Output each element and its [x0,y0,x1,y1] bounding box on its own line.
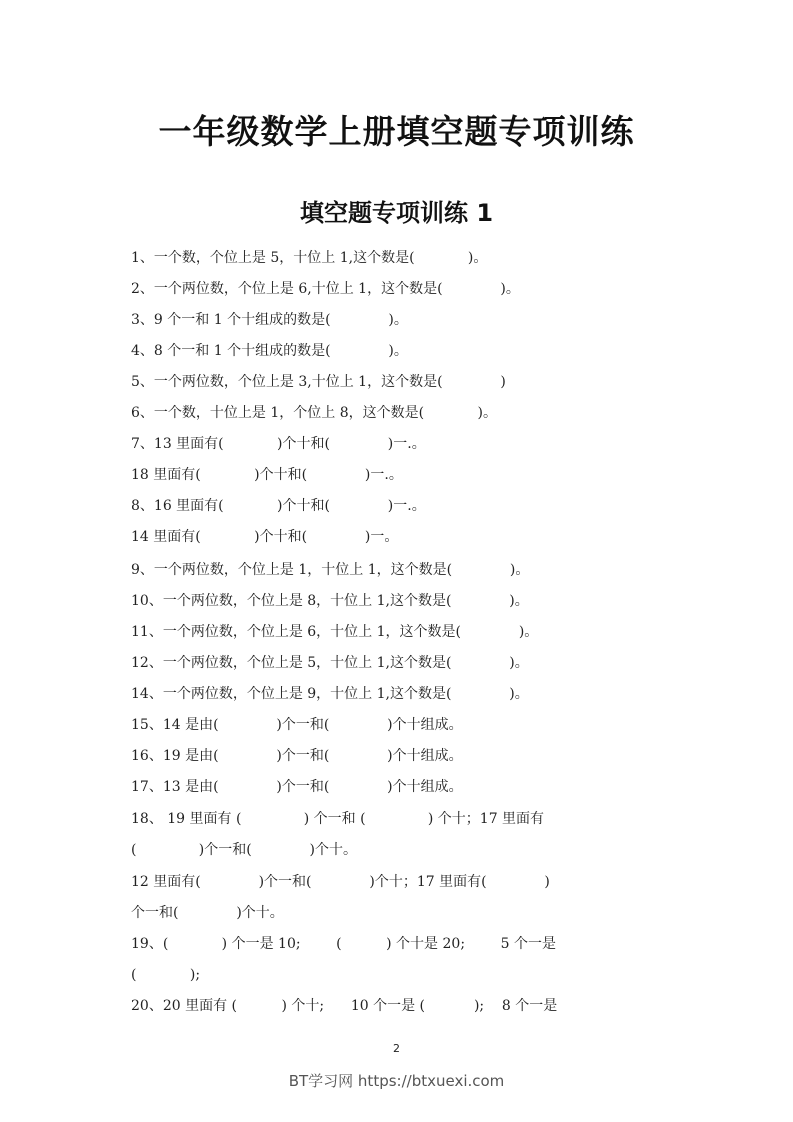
section-subtitle: 填空题专项训练 1 [299,199,494,227]
question-line: 7、13 里面有( )个十和( )一.。 [131,436,426,452]
question-line: 1、一个数，个位上是 5，十位上 1,这个数是( )。 [131,250,488,266]
question-line: 14、一个两位数，个位上是 9，十位上 1,这个数是( )。 [131,686,529,702]
question-line: 9、一个两位数，个位上是 1，十位上 1，这个数是( )。 [131,562,530,578]
question-line: 11、一个两位数，个位上是 6，十位上 1，这个数是( )。 [131,624,539,640]
question-line: 17、13 是由( )个一和( )个十组成。 [131,779,463,795]
question-line: 6、一个数，十位上是 1，个位上 8，这个数是( )。 [131,405,497,421]
question-line: 3、9 个一和 1 个十组成的数是( )。 [131,312,408,328]
question-line: 2、一个两位数，个位上是 6,十位上 1，这个数是( )。 [131,281,520,297]
question-line: 12 里面有( )个一和( )个十；17 里面有( ) [131,874,550,890]
question-line: 4、8 个一和 1 个十组成的数是( )。 [131,343,408,359]
question-line: 8、16 里面有( )个十和( )一.。 [131,498,426,514]
question-line: ( ); [131,967,201,983]
question-line: 18 里面有( )个十和( )一.。 [131,467,403,483]
question-line: 19、( ) 个一是 10; ( ) 个十是 20; 5 个一是 [131,936,556,952]
question-line: 个一和( )个十。 [131,905,284,921]
question-line: 15、14 是由( )个一和( )个十组成。 [131,717,463,733]
question-line: 10、一个两位数，个位上是 8，十位上 1,这个数是( )。 [131,593,529,609]
footer-watermark: BT学习网 https://btxuexi.com [288,1072,505,1090]
question-line: 16、19 是由( )个一和( )个十组成。 [131,748,463,764]
document-title: 一年级数学上册填空题专项训练 [158,112,635,151]
question-line: 20、20 里面有 ( ) 个十; 10 个一是 ( ); 8 个一是 [131,998,558,1014]
question-line: 14 里面有( )个十和( )一。 [131,529,399,545]
question-line: 18、 19 里面有 ( ) 个一和 ( ) 个十；17 里面有 [131,811,545,827]
question-line: 5、一个两位数，个位上是 3,十位上 1，这个数是( ) [131,374,506,390]
question-line: ( )个一和( )个十。 [131,842,358,858]
question-line: 12、一个两位数，个位上是 5，十位上 1,这个数是( )。 [131,655,529,671]
page-number: 2 [393,1042,400,1055]
